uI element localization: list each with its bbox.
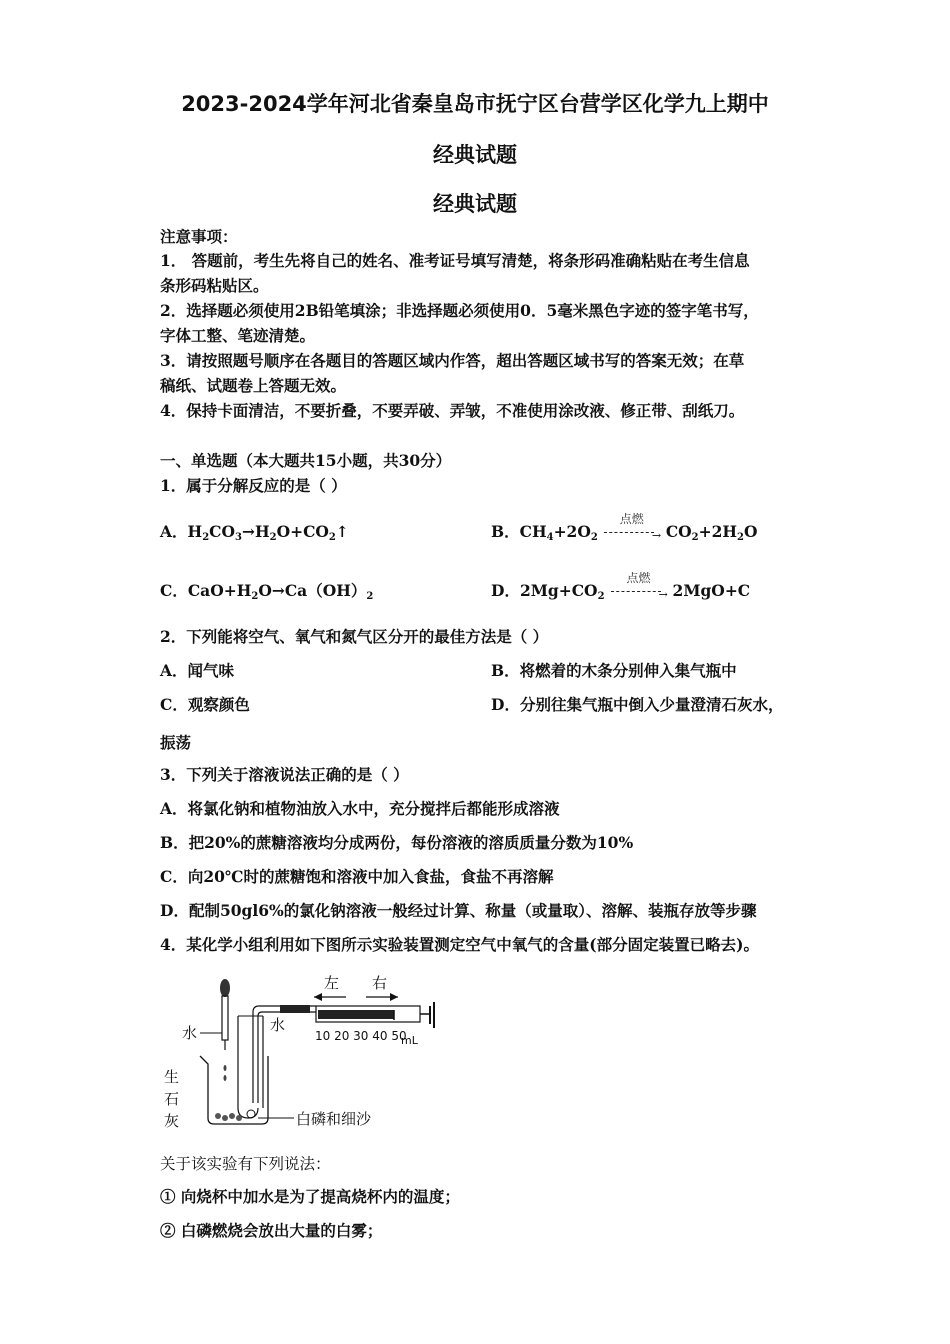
syringe-unit: mL (401, 1034, 418, 1047)
experiment-apparatus-figure (158, 968, 448, 1138)
exam-title-line-3: 经典试题 (433, 192, 517, 216)
q3-option-b: B．把20%的蔗糖溶液均分成两份，每份溶液的溶质质量分数为10% (160, 833, 634, 852)
notice-item: 3．请按照题号顺序在各题目的答题区域内作答，超出答题区域书写的答案无效；在草 (160, 351, 745, 370)
q2-option-c: C．观察颜色 (160, 695, 250, 714)
test-tube (238, 1016, 263, 1118)
q4-stem: 4．某化学小组利用如下图所示实验装置测定空气中氧气的含量(部分固定装置已略去)。 (160, 935, 759, 954)
label-quicklime-1: 生 (164, 1068, 180, 1086)
label-white-phosphorus: 白磷和细沙 (296, 1110, 372, 1128)
label-water-dropper: 水 (182, 1024, 198, 1042)
notice-item: 条形码粘贴区。 (160, 276, 269, 295)
label-water-tube: 水 (270, 1016, 286, 1034)
notice-item: 2．选择题必须使用2B铅笔填涂；非选择题必须使用0．5毫米黑色字迹的签字笔书写， (160, 301, 759, 320)
q1-option-b: B．$CH_4+2O_2$ 点燃 → $CO_2+2H_2O$ (491, 512, 758, 543)
dropper (220, 979, 230, 1050)
q2-option-d: D．分别往集气瓶中倒入少量澄清石灰水， (491, 695, 784, 714)
syringe-scale: 10 20 30 40 50 (315, 1029, 407, 1043)
label-left: 左 (324, 974, 340, 992)
reaction-arrow: 点燃 → (609, 582, 669, 602)
label-quicklime-3: 灰 (164, 1112, 180, 1130)
q1-option-c: C．$CaO+H_2O\to Ca(OH)_2$ (160, 581, 374, 602)
section-heading: 一、单选题（本大题共15小题，共30分） (160, 451, 452, 470)
q3-option-c: C．向20℃时的蔗糖饱和溶液中加入食盐，食盐不再溶解 (160, 867, 554, 886)
notice-item: 1． 答题前，考生先将自己的姓名、准考证号填写清楚，将条形码准确粘贴在考生信息 (160, 251, 750, 270)
q4-intro: 关于该实验有下列说法： (160, 1155, 331, 1173)
reaction-arrow: 点燃 → (602, 523, 662, 543)
notice-item: 4．保持卡面清洁，不要折叠，不要弄破、弄皱，不准使用涂改液、修正带、刮纸刀。 (160, 401, 745, 420)
q4-statement-1: ① 向烧杯中加水是为了提高烧杯内的温度； (160, 1187, 460, 1206)
q1-option-d: D．$2Mg+CO_2$ 点燃 → 2MgO+C (491, 571, 751, 602)
q1-stem: 1．属于分解反应的是（ ） (160, 476, 347, 495)
q1-option-a: A．$H_2CO_3\to H_2O+CO_2↑$ (160, 522, 349, 543)
label-quicklime-2: 石 (164, 1090, 180, 1108)
q2-option-b: B．将燃着的木条分别伸入集气瓶中 (491, 661, 737, 680)
exam-title-line-2: 经典试题 (433, 143, 517, 167)
left-arrow (314, 993, 346, 1001)
notice-heading: 注意事项： (160, 227, 238, 246)
syringe (316, 1002, 434, 1028)
label-right: 右 (372, 974, 388, 992)
q2-option-a: A．闻气味 (160, 661, 235, 680)
q3-option-d: D．配制50gl6%的氯化钠溶液一般经过计算、称量（或量取）、溶解、装瓶存放等步骤 (160, 901, 757, 920)
notice-item: 稿纸、试题卷上答题无效。 (160, 376, 347, 395)
q3-stem: 3．下列关于溶液说法正确的是（ ） (160, 765, 409, 784)
exam-title-line-1: 2023-2024学年河北省秦皇岛市抚宁区台营学区化学九上期中 (181, 92, 769, 116)
q4-statement-2: ② 白磷燃烧会放出大量的白雾； (160, 1221, 383, 1240)
notice-item: 字体工整、笔迹清楚。 (160, 326, 316, 345)
q2-stem: 2．下列能将空气、氧气和氮气区分开的最佳方法是（ ） (160, 627, 549, 646)
q3-option-a: A．将氯化钠和植物油放入水中，充分搅拌后都能形成溶液 (160, 799, 560, 818)
q2-option-d-continued: 振荡 (160, 733, 192, 752)
right-arrow (366, 993, 398, 1001)
